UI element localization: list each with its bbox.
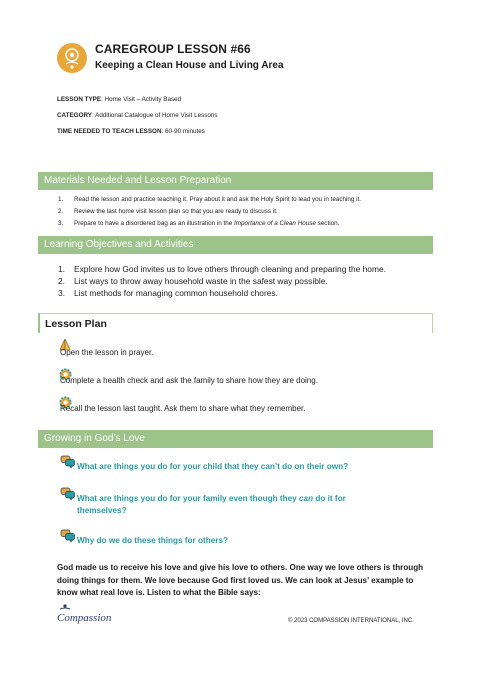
stick-figure-icon [59,604,71,613]
list-item: 3. Prepare to have a disordered bag as an illustration in the Importance of a Clean House section. [58,220,340,227]
time-line [57,128,205,135]
list-item: 2. Review the last home visit lesson plan so that you are ready to discuss it. [58,208,278,215]
growing-heading: Growing in God’s Love [38,430,433,448]
time-label: TIME NEEDED TO TEACH LESSON [57,128,162,135]
lesson-type-value: : Home Visit – Activity Based [101,96,182,103]
plan-item-prayer: Open the lesson in prayer. [60,348,154,357]
speech-bubbles-icon [60,487,76,505]
page-title: CAREGROUP LESSON #66 [95,42,251,56]
materials-heading: Materials Needed and Lesson Preparation [38,172,433,190]
lesson-type-line [57,96,181,103]
lesson-plan-heading: Lesson Plan [38,313,433,333]
caregroup-logo-icon [57,43,87,73]
speech-bubbles-icon [60,455,76,473]
category-line [57,112,218,119]
time-value: : 60-90 minutes [161,128,205,135]
list-item: 3. List methods for managing common household chores. [58,288,278,298]
page-subtitle: Keeping a Clean House and Living Area [95,60,284,71]
growing-paragraph: God made us to receive his love and give his love to others. One way we love others is through doing things for them. We love because God first loved us. We can look at Jesus’ example to know what real love is. Listen to what the Bible says: [57,563,424,597]
category-label: CATEGORY [57,112,92,119]
list-item: 1. Read the lesson and practice teaching it. Pray about it and ask the Holy Spirit to lead you in teaching it. [58,196,362,203]
category-value: : Additional Catalogue of Home Visit Lessons [91,112,218,119]
list-item: 2. List ways to throw away household waste in the safest way possible. [58,276,328,286]
copyright-text: © 2023 COMPASSION INTERNATIONAL, INC. [288,618,414,624]
plan-item-recall: Recall the lesson last taught. Ask them to share what they remember. [60,404,306,413]
list-item: 1. Explore how God invites us to love others through cleaning and preparing the home. [58,264,386,274]
plan-item-health-check: Complete a health check and ask the family to share how they are doing. [60,376,318,385]
lesson-page: CAREGROUP LESSON #66 Keeping a Clean House and Living Area LESSON TYPE: Home Visit – Activity Based CATEGORY: Additional Catalogue of Home Visit Lessons TIME NEEDED TO TEACH LESSON: 60-90 minutes Materials Needed and Lesson Preparation 1. Read the lesson and practice teaching it. Pray about it and ask the Holy Spirit to lead you in teaching it. 2. Review the last home visit lesson plan so that you are ready to discuss it. 3. Prepare to have a disordered bag as an illustration in the Importance of a Clean House section. Learning Objectives and Activities 1. Explore how God invites us to love others through cleaning and preparing the home. 2. List ways to throw away household waste in the safest way possible. 3. List methods for managing common household chores. Lesson Plan Open the lesson in prayer. Complete a health check and ask the family to share how they are doing. Recall the lesson last taught. Ask them to share what they remember. Growing in God’s Love What are things you do for your child that they can’t do on their own? What are things you do for your family even though they can do it for themselves? Why do we do these things for others? God made us to receive his love and give his love to others. One way we love others is through doing things for them. We love because God first loved us. We can look at Jesus’ example to know what real love is. Listen to what the Bible says: Compassion © 2023 COMPASSION INTERNATIONAL, INC. [0,0,487,688]
objectives-heading: Learning Objectives and Activities [38,236,433,254]
speech-bubbles-icon [60,529,76,547]
compassion-logo: Compassion [57,612,111,624]
lesson-type-label: LESSON TYPE [57,96,102,103]
